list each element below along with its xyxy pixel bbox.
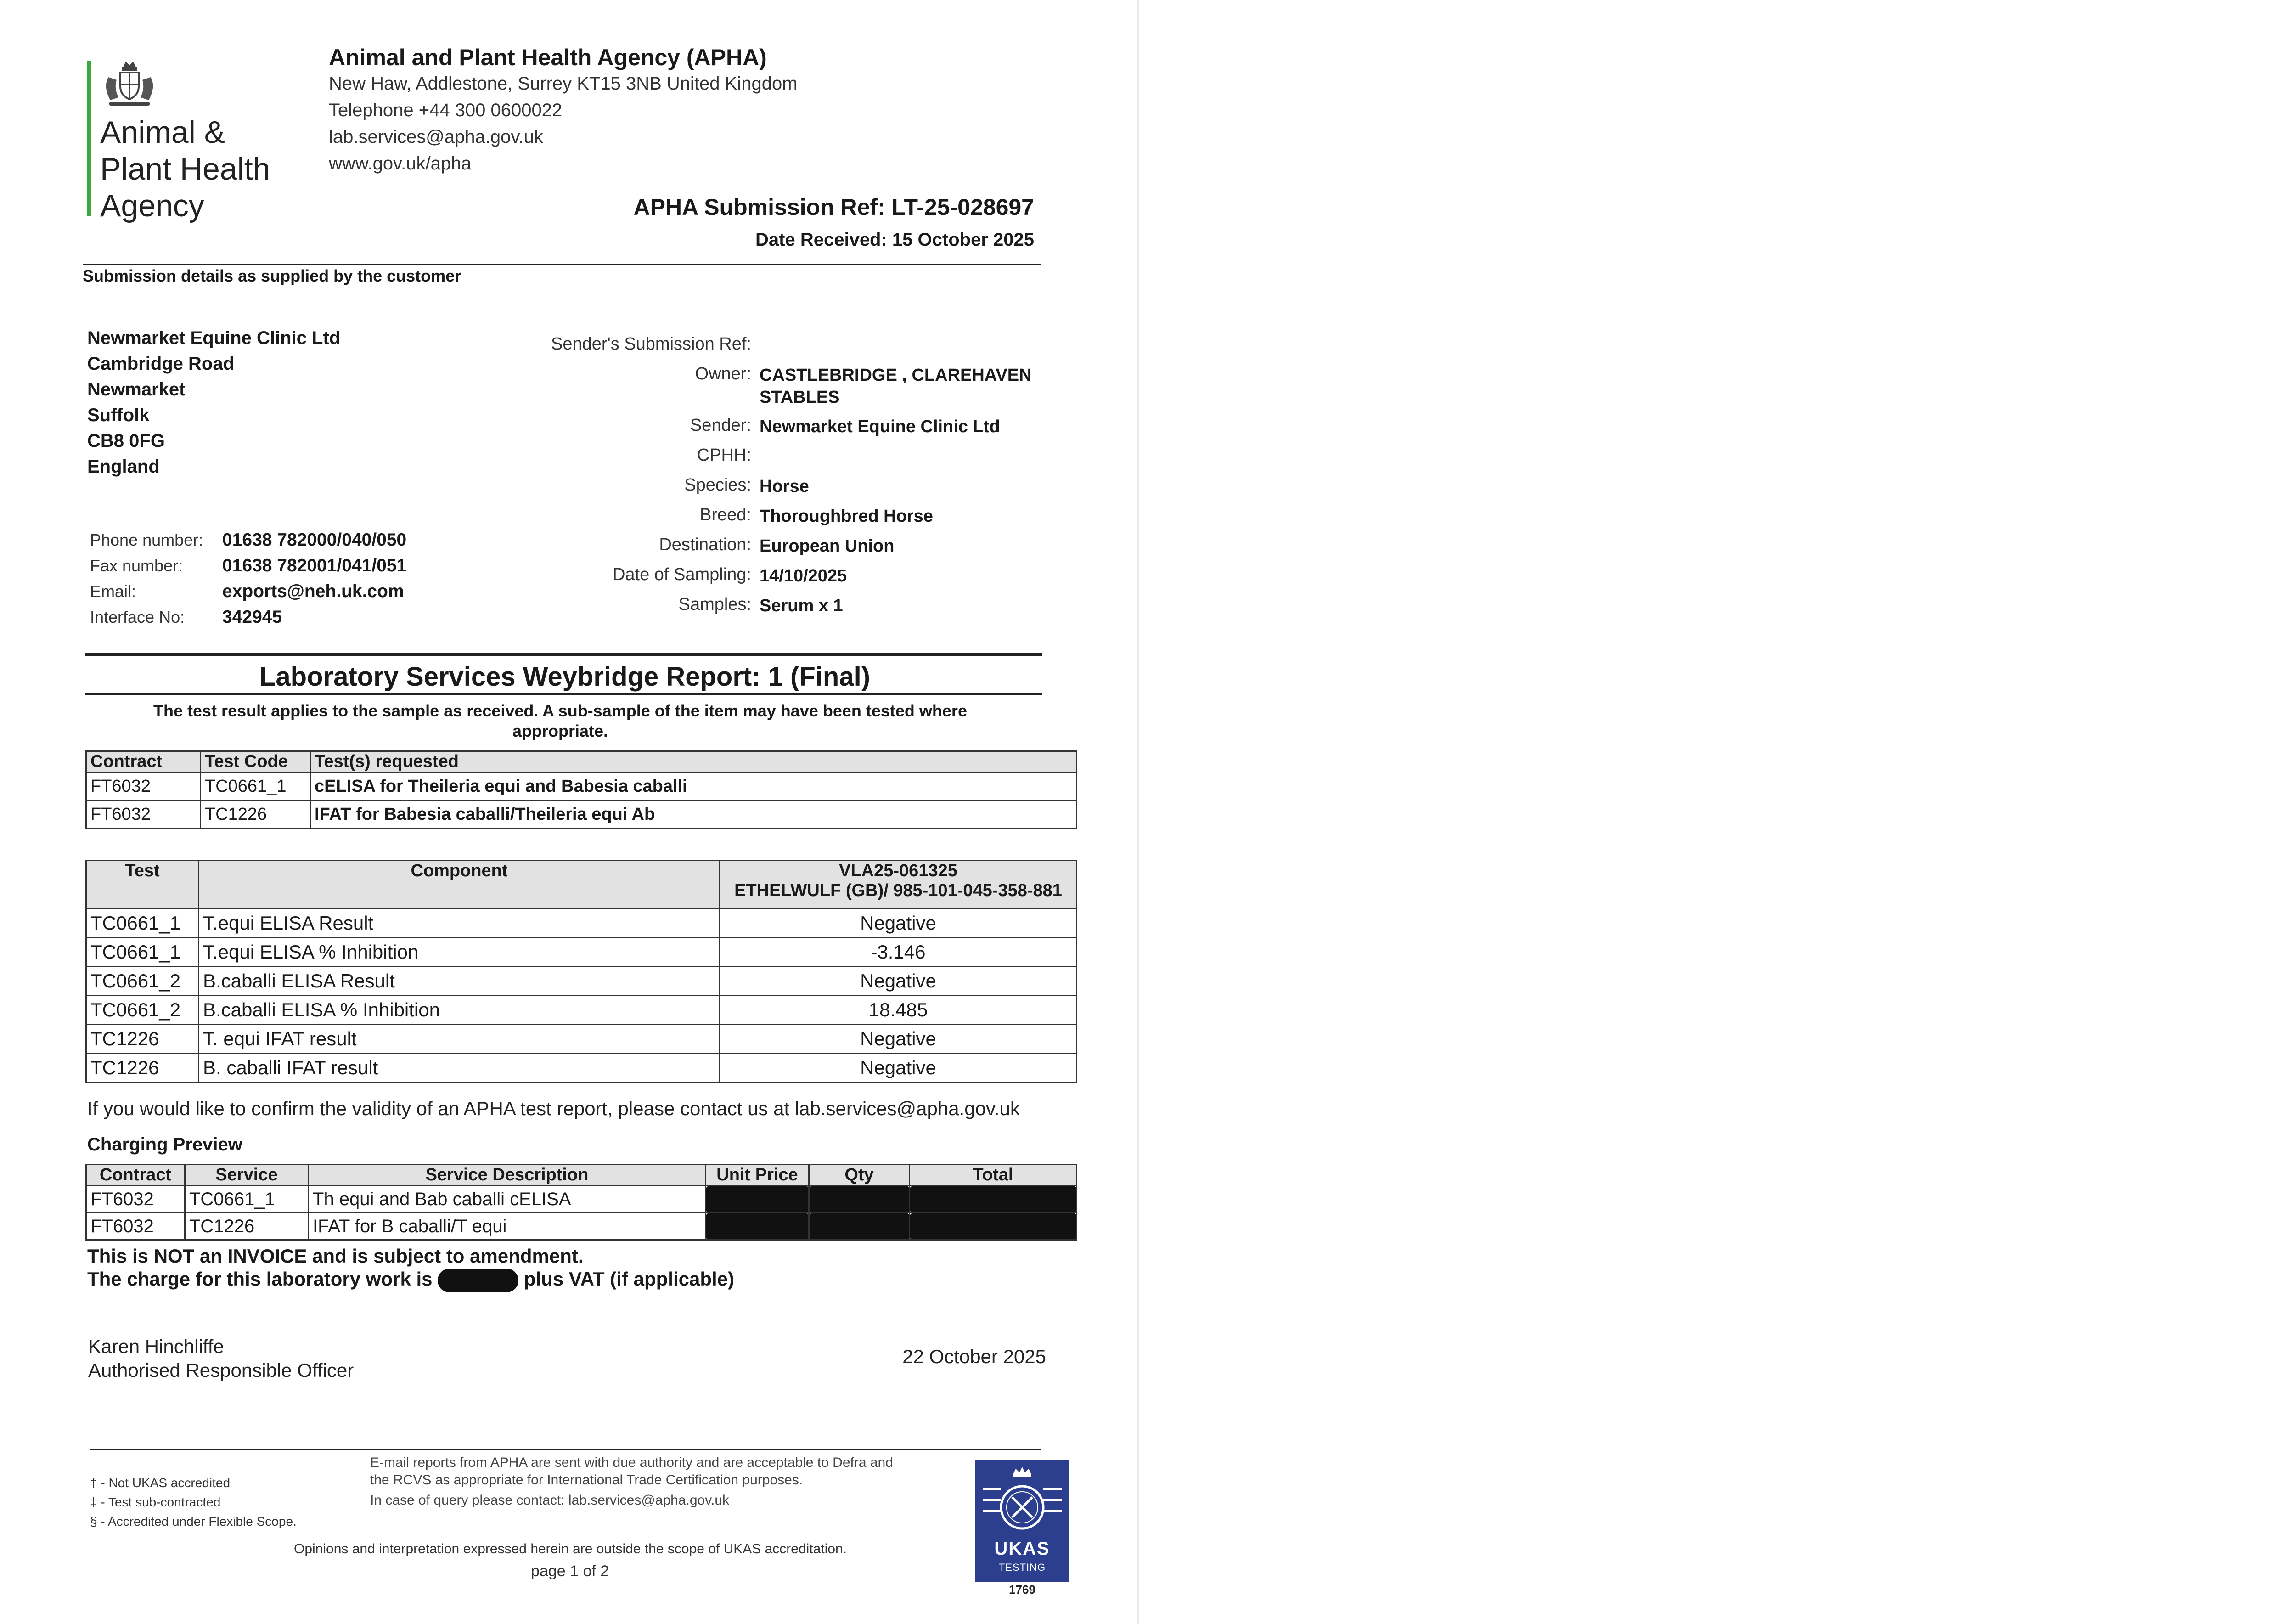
table-cell: B. caballi IFAT result (199, 1054, 720, 1083)
officer-role: Authorised Responsible Officer (88, 1359, 354, 1381)
submission-details-heading: Submission details as supplied by the customer (83, 266, 461, 285)
header-divider (83, 264, 1041, 265)
table-row (86, 801, 1077, 829)
agency-name (100, 114, 270, 224)
result-value: 18.485 (720, 996, 1077, 1025)
field-label: Destination: (659, 535, 751, 554)
table-cell: TC0661_1 (201, 773, 310, 801)
address-line: Newmarket (87, 379, 186, 400)
table-cell: T.equi ELISA % Inhibition (199, 938, 720, 967)
field-row-owner (533, 364, 1102, 416)
field-label: Date of Sampling: (612, 565, 751, 584)
charging-table (85, 1164, 1077, 1241)
table-cell: FT6032 (86, 1186, 185, 1213)
contact-label: Email: (90, 582, 136, 601)
redacted-charge (438, 1269, 518, 1292)
table-row (86, 996, 1077, 1025)
table-cell: T. equi IFAT result (199, 1025, 720, 1054)
table-cell: B.caballi ELISA Result (199, 967, 720, 996)
footer-legend (90, 1473, 297, 1531)
result-value: Negative (720, 1025, 1077, 1054)
field-row-senders-ref (533, 334, 1102, 364)
charge-suffix: plus VAT (if applicable) (523, 1268, 735, 1290)
agency-address: New Haw, Addlestone, Surrey KT15 3NB United Kingdom (329, 73, 798, 94)
table-cell: TC1226 (185, 1213, 309, 1240)
field-value: Thoroughbred Horse (760, 507, 933, 526)
logo-accent-bar (87, 61, 91, 216)
result-value: Negative (720, 909, 1077, 938)
agency-email-link[interactable]: lab.services@apha.gov.uk (329, 127, 543, 147)
legend-item: ‡ - Test sub-contracted (90, 1495, 221, 1509)
column-header: Service Description (309, 1165, 706, 1186)
charge-line (87, 1268, 734, 1292)
field-value: Serum x 1 (760, 596, 843, 615)
field-row-breed (533, 505, 1102, 535)
signoff (88, 1335, 354, 1382)
query-note: In case of query please contact: lab.services@apha.gov.uk (370, 1493, 730, 1508)
field-value (760, 445, 1081, 475)
table-row (86, 1213, 1077, 1240)
invoice-notice (87, 1245, 734, 1292)
contact-value[interactable]: exports@neh.uk.com (222, 581, 404, 601)
column-header: Component (199, 861, 720, 909)
contact-row-phone (90, 527, 406, 553)
report-title-top-rule (85, 653, 1042, 656)
charge-prefix: The charge for this laboratory work is (87, 1268, 433, 1290)
customer-address (87, 325, 340, 479)
redacted-total (910, 1213, 1077, 1240)
field-row-sender (533, 416, 1102, 445)
table-cell: TC1226 (201, 801, 310, 829)
table-cell: IFAT for B caballi/T equi (309, 1213, 706, 1240)
field-row-date-of-sampling (533, 565, 1102, 595)
table-row (86, 909, 1077, 938)
table-row (86, 1025, 1077, 1054)
field-row-species (533, 475, 1102, 505)
redacted-unit-price (706, 1186, 809, 1213)
table-row (86, 773, 1077, 801)
table-cell: TC0661_1 (86, 909, 199, 938)
ukas-word: UKAS (994, 1539, 1050, 1559)
table-cell: Th equi and Bab caballi cELISA (309, 1186, 706, 1213)
column-header: Contract (86, 751, 201, 773)
contact-value: 01638 782000/040/050 (222, 530, 407, 550)
address-line: Cambridge Road (87, 354, 235, 374)
animal-id: ETHELWULF (GB)/ 985-101-045-358-881 (734, 881, 1062, 900)
column-header: Test(s) requested (310, 751, 1077, 773)
table-header-row (86, 1165, 1077, 1186)
contact-label: Interface No: (90, 608, 185, 626)
address-line: CB8 0FG (87, 431, 165, 451)
table-row (86, 1186, 1077, 1213)
table-row (86, 938, 1077, 967)
agency-name-line: Plant Health (100, 152, 270, 186)
agency-name-line: Animal & (100, 115, 225, 150)
result-value: Negative (720, 1054, 1077, 1083)
results-table (85, 860, 1077, 1083)
legend-item: § - Accredited under Flexible Scope. (90, 1514, 297, 1528)
field-label: Breed: (700, 505, 751, 524)
contact-row-email (90, 579, 406, 604)
contact-row-interface (90, 604, 406, 630)
tests-requested-table (85, 750, 1077, 829)
field-label: Species: (684, 475, 751, 495)
signoff-date: 22 October 2025 (902, 1346, 1046, 1367)
email-authority-note: E-mail reports from APHA are sent with due authority and are acceptable to Defra and the RCVS as appropriate for International Trade Certification purposes. (370, 1455, 893, 1488)
table-cell: B.caballi ELISA % Inhibition (199, 996, 720, 1025)
ukas-crown-icon (975, 1460, 1069, 1539)
agency-name-line: Agency (100, 188, 204, 223)
field-label: Sender's Submission Ref: (551, 334, 751, 354)
table-header-row (86, 751, 1077, 773)
column-header: Unit Price (706, 1165, 809, 1186)
legend-item: † - Not UKAS accredited (90, 1476, 231, 1490)
submission-fields (533, 334, 1102, 625)
sample-header (720, 861, 1077, 909)
date-received: Date Received: 15 October 2025 (755, 230, 1034, 250)
column-header: Total (910, 1165, 1077, 1186)
column-header: Service (185, 1165, 309, 1186)
table-cell: cELISA for Theileria equi and Babesia caballi (310, 773, 1077, 801)
address-line: Newmarket Equine Clinic Ltd (87, 328, 341, 348)
field-label: Samples: (678, 595, 751, 614)
contact-row-fax (90, 553, 406, 579)
field-row-destination (533, 535, 1102, 565)
contact-value: 342945 (222, 607, 282, 627)
redacted-qty (809, 1213, 910, 1240)
field-value: Newmarket Equine Clinic Ltd (760, 417, 1000, 436)
field-label: CPHH: (697, 445, 751, 465)
opinions-note: Opinions and interpretation expressed herein are outside the scope of UKAS accreditation. (294, 1541, 847, 1556)
field-row-cphh (533, 445, 1102, 475)
sample-id: VLA25-061325 (839, 861, 957, 880)
table-row (86, 967, 1077, 996)
result-value: -3.146 (720, 938, 1077, 967)
royal-crest-icon (100, 59, 159, 108)
not-invoice-line: This is NOT an INVOICE and is subject to amendment. (87, 1245, 584, 1267)
contact-label: Phone number: (90, 530, 203, 549)
table-cell: FT6032 (86, 801, 201, 829)
officer-name: Karen Hinchliffe (88, 1336, 224, 1357)
customer-contacts (90, 527, 406, 630)
agency-telephone: Telephone +44 300 0600022 (329, 100, 563, 120)
field-value (760, 334, 1081, 364)
agency-website-link[interactable]: www.gov.uk/apha (329, 153, 472, 174)
redacted-unit-price (706, 1213, 809, 1240)
page-edge-divider (1137, 0, 1139, 1624)
table-cell: TC0661_2 (86, 996, 199, 1025)
field-value: European Union (760, 536, 895, 556)
ukas-subtitle: TESTING (998, 1562, 1046, 1573)
address-line: Suffolk (87, 405, 150, 425)
field-value: Horse (760, 477, 809, 496)
field-value: CASTLEBRIDGE , CLAREHAVEN STABLES (760, 366, 1032, 407)
table-cell: TC1226 (86, 1054, 199, 1083)
field-row-samples (533, 595, 1102, 625)
table-cell: TC0661_1 (86, 938, 199, 967)
page-number: page 1 of 2 (531, 1562, 609, 1580)
table-cell: FT6032 (86, 1213, 185, 1240)
report-title: Laboratory Services Weybridge Report: 1 (Final) (259, 662, 871, 692)
table-cell: FT6032 (86, 773, 201, 801)
contact-value: 01638 782001/041/051 (222, 556, 407, 575)
address-line: England (87, 457, 160, 477)
table-header-row (86, 861, 1077, 909)
table-cell: TC0661_2 (86, 967, 199, 996)
charging-preview-heading: Charging Preview (87, 1134, 242, 1155)
column-header: Contract (86, 1165, 185, 1186)
table-cell: TC0661_1 (185, 1186, 309, 1213)
report-title-bottom-rule (85, 693, 1042, 695)
table-cell: TC1226 (86, 1025, 199, 1054)
table-cell: T.equi ELISA Result (199, 909, 720, 938)
column-header: Qty (809, 1165, 910, 1186)
field-label: Owner: (695, 364, 751, 383)
ukas-badge (975, 1460, 1069, 1582)
field-label: Sender: (690, 416, 751, 435)
agency-title: Animal and Plant Health Agency (APHA) (329, 45, 767, 70)
redacted-qty (809, 1186, 910, 1213)
table-cell: IFAT for Babesia caballi/Theileria equi Ab (310, 801, 1077, 829)
validity-note: If you would like to confirm the validity of an APHA test report, please contact us at lab.services@apha.gov.uk (87, 1098, 1020, 1119)
field-value: 14/10/2025 (760, 566, 847, 586)
result-value: Negative (720, 967, 1077, 996)
redacted-total (910, 1186, 1077, 1213)
footer-divider (90, 1449, 1041, 1450)
table-row (86, 1054, 1077, 1083)
submission-ref: APHA Submission Ref: LT-25-028697 (633, 194, 1034, 220)
ukas-number: 1769 (1009, 1583, 1035, 1596)
contact-label: Fax number: (90, 556, 183, 575)
column-header: Test (86, 861, 199, 909)
column-header: Test Code (201, 751, 310, 773)
report-note: The test result applies to the sample as received. A sub-sample of the item may have been tested where appropriate. (153, 701, 967, 740)
email-note (370, 1454, 894, 1509)
